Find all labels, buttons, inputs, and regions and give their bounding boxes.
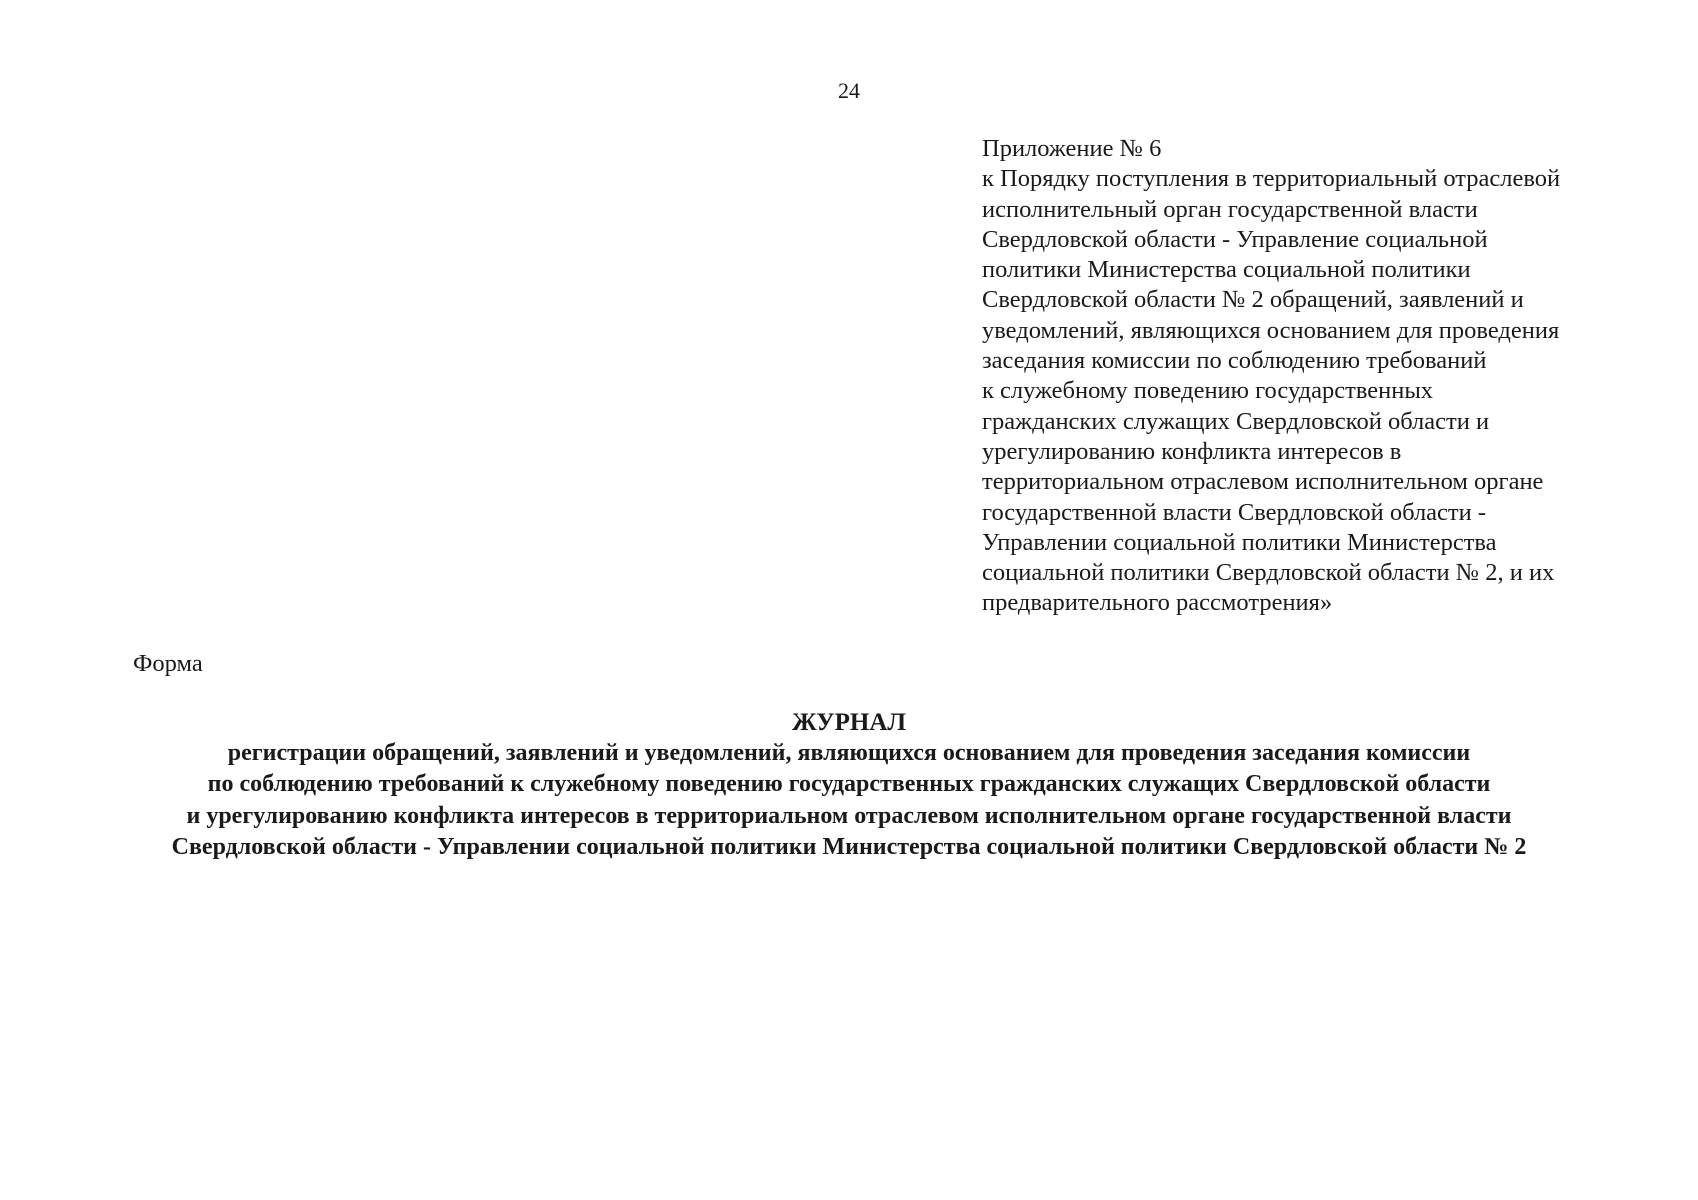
appendix-block (982, 134, 1672, 619)
journal-subtitle-line: Свердловской области - Управлении социальной политики Министерства социальной политики Свердловской области № 2 (171, 833, 1527, 860)
appendix-line: государственной власти Свердловской области - (982, 498, 1487, 526)
form-label: Форма (133, 650, 203, 677)
appendix-line: предварительного рассмотрения» (982, 589, 1333, 617)
journal-subtitle-line: и урегулированию конфликта интересов в территориальном отраслевом исполнительном органе государственной власти (186, 802, 1512, 829)
journal-subtitle-line: регистрации обращений, заявлений и уведомлений, являющихся основанием для проведения заседания комиссии (227, 740, 1471, 767)
appendix-line: социальной политики Свердловской области № 2, и их (982, 559, 1555, 587)
journal-title: ЖУРНАЛ (791, 709, 907, 736)
journal-subtitle-line: по соблюдению требований к служебному поведению государственных гражданских служащих Свердловской области (207, 771, 1491, 798)
appendix-line: урегулированию конфликта интересов в (982, 437, 1402, 465)
appendix-line: Управлении социальной политики Министерства (982, 528, 1497, 556)
appendix-line: к служебному поведению государственных (982, 377, 1434, 405)
appendix-line: территориальном отраслевом исполнительном органе (982, 468, 1544, 496)
appendix-title: Приложение № 6 (982, 135, 1162, 162)
appendix-line: к Порядку поступления в территориальный отраслевой (982, 165, 1561, 193)
page-number: 24 (838, 78, 860, 103)
appendix-line: уведомлений, являющихся основанием для проведения (982, 316, 1560, 344)
appendix-line: политики Министерства социальной политики (982, 256, 1471, 284)
appendix-line: исполнительный орган государственной власти (982, 195, 1478, 223)
appendix-line: Свердловской области - Управление социальной (982, 225, 1488, 253)
appendix-line: Свердловской области № 2 обращений, заявлений и (982, 286, 1524, 314)
appendix-line: заседания комиссии по соблюдению требований (982, 347, 1487, 375)
journal-heading (0, 707, 1698, 863)
appendix-line: гражданских служащих Свердловской области и (982, 407, 1490, 435)
